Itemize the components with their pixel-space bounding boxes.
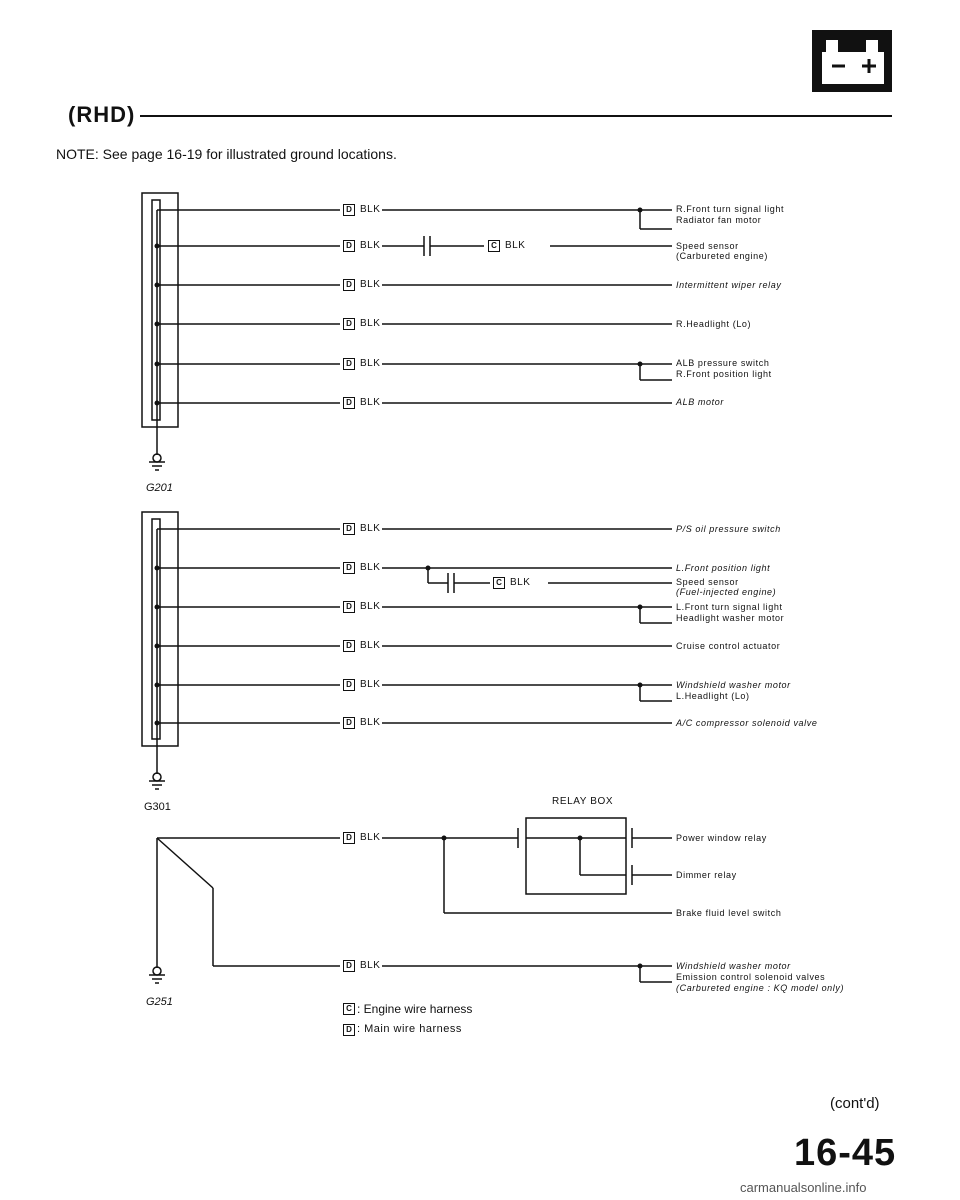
connector-d: D [343,832,355,844]
component-label: (Carbureted engine) [676,251,768,261]
wire-color-label: BLK [360,240,381,251]
component-label: Speed sensor [676,577,739,587]
connector-d: D [343,240,355,252]
component-label: Windshield washer motor [676,680,791,690]
component-label: Brake fluid level switch [676,908,782,918]
connector-d: D [343,679,355,691]
wire-color-label: BLK [360,640,381,651]
connector-c: C [488,240,500,252]
component-label: Windshield washer motor [676,961,791,971]
legend-engine-harness: : Engine wire harness [357,1002,473,1016]
component-label: Dimmer relay [676,870,737,880]
connector-d: D [343,640,355,652]
component-label: Radiator fan motor [676,215,762,225]
connector-d: D [343,523,355,535]
connector-d: D [343,204,355,216]
page-number: 16-45 [794,1132,897,1174]
wire-color-label: BLK [360,397,381,408]
component-label: Power window relay [676,833,767,843]
ground-label-g251: G251 [146,996,173,1008]
wire-color-label: BLK [360,358,381,369]
legend-code-d: D [343,1024,355,1036]
wire-color-label: BLK [360,562,381,573]
continued-label: (cont'd) [830,1095,880,1112]
connector-d: D [343,717,355,729]
wire-color-label: BLK [360,318,381,329]
wire-color-label: BLK [360,279,381,290]
component-label: ALB pressure switch [676,358,770,368]
watermark: carmanualsonline.info [740,1180,867,1195]
wire-color-label: BLK [360,832,381,843]
component-label: P/S oil pressure switch [676,524,781,534]
wire-color-label: BLK [360,960,381,971]
component-label: L.Headlight (Lo) [676,691,750,701]
wire-color-label: BLK [505,240,526,251]
ground-label-g301: G301 [144,801,171,813]
component-label: Intermittent wiper relay [676,280,782,290]
component-label: A/C compressor solenoid valve [676,718,818,728]
connector-d: D [343,562,355,574]
wire-color-label: BLK [360,717,381,728]
wire-color-label: BLK [360,204,381,215]
connector-d: D [343,601,355,613]
component-label: ALB motor [676,397,724,407]
connector-d: D [343,397,355,409]
wire-color-label: BLK [360,679,381,690]
wire-color-label: BLK [510,577,531,588]
note-text: NOTE: See page 16-19 for illustrated ground locations. [56,146,397,162]
component-label: (Fuel-injected engine) [676,587,777,597]
component-label: Cruise control actuator [676,641,781,651]
wire-color-label: BLK [360,601,381,612]
connector-d: D [343,358,355,370]
legend-main-harness: : Main wire harness [357,1023,462,1035]
component-label: R.Front position light [676,369,772,379]
component-label: R.Front turn signal light [676,204,785,214]
component-label: Headlight washer motor [676,613,785,623]
component-label: R.Headlight (Lo) [676,319,752,329]
component-label: Emission control solenoid valves [676,972,826,982]
component-label: L.Front turn signal light [676,602,783,612]
wire-color-label: BLK [360,523,381,534]
connector-d: D [343,279,355,291]
connector-d: D [343,318,355,330]
ground-label-g201: G201 [146,482,173,494]
page-title: (RHD) [68,102,136,127]
legend-code-c: C [343,1003,355,1015]
component-label: (Carbureted engine : KQ model only) [676,983,845,993]
connector-d: D [343,960,355,972]
component-label: Speed sensor [676,241,739,251]
relay-box-label: RELAY BOX [552,796,614,807]
connector-c: C [493,577,505,589]
battery-icon [812,30,892,92]
component-label: L.Front position light [676,563,771,573]
